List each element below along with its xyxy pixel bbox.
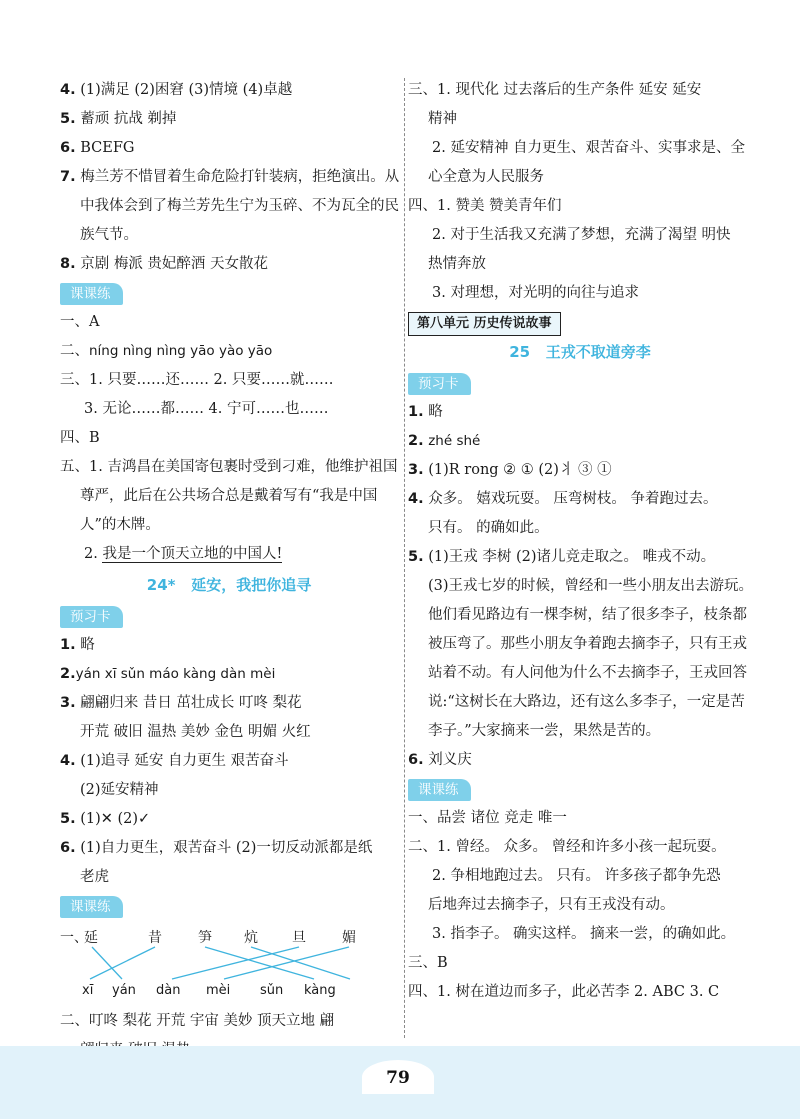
r-preview-5-3e: 说:“这树长在大路边，还有这么多李子，一定是苦 xyxy=(428,694,745,710)
match-top-2: 昔 xyxy=(148,930,162,946)
preview-5: 5. (1)✕ (2)✓ xyxy=(60,811,151,827)
r-preview-4: 4. 众多。 嬉戏玩耍。 压弯树枝。 争着跑过去。 xyxy=(408,491,718,507)
match-bottom-4: mèi xyxy=(206,983,231,998)
practice-tag-2: 课课练 xyxy=(60,896,123,918)
r-practice-2: 二、1. 曾经。 众多。 曾经和许多小孩一起玩耍。 xyxy=(408,839,726,855)
left-column xyxy=(60,76,398,1065)
practice-5: 五、1. 吉鸿昌在美国寄包裹时受到刁难，他维护祖国 xyxy=(60,459,398,475)
preview-3-cont: 开荒 破旧 温热 美妙 金色 明媚 火红 xyxy=(80,724,311,740)
match-bottom-1: xī xyxy=(82,983,94,998)
right-column xyxy=(408,76,752,1007)
match-bottom-6: kàng xyxy=(304,983,336,998)
practice2-2: 二、叮咚 梨花 开荒 宇宙 美妙 顶天立地 翩 xyxy=(60,1013,335,1029)
match-bottom-3: dàn xyxy=(156,983,181,998)
match-top-5: 旦 xyxy=(292,930,306,946)
r-preview-5-3f: 李子。”大家摘来一尝，果然是苦的。 xyxy=(428,723,661,739)
preview-4: 4. (1)追寻 延安 自力更生 艰苦奋斗 xyxy=(60,753,289,769)
matching-label: 一、 xyxy=(60,930,88,946)
r-answer-3: 三、1. 现代化 过去落后的生产条件 延安 延安 xyxy=(408,82,702,98)
answer-4: 4. (1)满足 (2)困窘 (3)情境 (4)卓越 xyxy=(60,82,293,98)
r-preview-5-3d: 站着不动。有人问他为什么不去摘李子，王戎回答 xyxy=(428,665,747,681)
r-preview-5-3b: 他们看见路边有一棵李树，结了很多李子，枝条都 xyxy=(428,607,747,623)
practice-5-cont2: 人”的木牌。 xyxy=(80,517,160,533)
r-practice-4: 四、1. 树在道边而多子，此必苦李 2. ABC 3. C xyxy=(408,984,720,1000)
practice-4: 四、B xyxy=(60,430,100,446)
r-answer-4: 四、1. 赞美 赞美青年们 xyxy=(408,198,562,214)
r-answer-3-2-cont: 心全意为人民服务 xyxy=(428,169,544,185)
lesson-24-title: 24* 延安，我把你追寻 xyxy=(146,576,312,594)
lesson-25-title: 25 王戎不取道旁李 xyxy=(509,343,651,361)
r-answer-4-3: 3. 对理想，对光明的向往与追求 xyxy=(432,285,639,301)
r-answer-3-cont: 精神 xyxy=(428,111,457,127)
preview-6-cont: 老虎 xyxy=(80,869,109,885)
r-answer-4-2: 2. 对于生活我又充满了梦想，充满了渴望 明快 xyxy=(432,227,731,243)
r-preview-5-3c: 被压弯了。那些小朋友争着跑去摘李子，只有王戎 xyxy=(428,636,747,652)
r-preview-3: 3. (1)R rong ② ① (2)丬 ③ ① xyxy=(408,462,612,478)
answer-8: 8. 京剧 梅派 贵妃醉酒 天女散花 xyxy=(60,256,269,272)
preview-1: 1. 略 xyxy=(60,637,95,653)
r-practice-tag: 课课练 xyxy=(408,779,471,801)
r-preview-1: 1. 略 xyxy=(408,404,443,420)
practice-1: 一、A xyxy=(60,314,100,330)
practice-2: 二、níng nìng nìng yāo yào yāo xyxy=(60,343,273,359)
r-preview-5-3: (3)王戎七岁的时候，曾经和一些小朋友出去游玩。 xyxy=(428,578,754,594)
practice-tag: 课课练 xyxy=(60,283,123,305)
r-preview-6: 6. 刘义庆 xyxy=(408,752,472,768)
page-number: 79 xyxy=(362,1060,434,1094)
r-preview-tag: 预习卡 xyxy=(408,373,471,395)
r-preview-5: 5. (1)王戎 李树 (2)诸儿竞走取之。 唯戎不动。 xyxy=(408,549,716,565)
unit-heading: 第八单元 历史传说故事 xyxy=(408,312,561,336)
preview-3: 3. 翩翩归来 昔日 茁壮成长 叮咚 梨花 xyxy=(60,695,302,711)
answer-7-cont: 中我体会到了梅兰芳先生宁为玉碎、不为瓦全的民 xyxy=(80,198,399,214)
r-preview-4-cont: 只有。 的确如此。 xyxy=(428,520,549,536)
answer-7: 7. 梅兰芳不惜冒着生命危险打针装病，拒绝演出。从 xyxy=(60,169,400,185)
preview-2: 2.yán xī sǔn máo kàng dàn mèi xyxy=(60,666,276,682)
column-divider xyxy=(404,78,405,1038)
r-preview-2: 2. zhé shé xyxy=(408,433,481,449)
preview-4-cont: (2)延安精神 xyxy=(80,782,159,798)
match-top-1: 延 xyxy=(84,930,98,946)
answer-5: 5. 蓄顽 抗战 剃掉 xyxy=(60,111,177,127)
practice-3: 三、1. 只要……还…… 2. 只要……就…… xyxy=(60,372,334,388)
r-practice-1: 一、品尝 诸位 竞走 唯一 xyxy=(408,810,567,826)
preview-6: 6. (1)自力更生，艰苦奋斗 (2)一切反动派都是纸 xyxy=(60,840,373,856)
r-answer-3-2: 2. 延安精神 自力更生、艰苦奋斗、实事求是、全 xyxy=(432,140,746,156)
r-practice-2-2-cont: 后地奔过去摘李子，只有王戎没有动。 xyxy=(428,897,675,913)
r-answer-4-2-cont: 热情奔放 xyxy=(428,256,486,272)
r-practice-2-3: 3. 指李子。 确实这样。 摘来一尝，的确如此。 xyxy=(432,926,736,942)
practice-5-cont: 尊严，此后在公共场合总是戴着写有“我是中国 xyxy=(80,488,378,504)
matching-exercise xyxy=(60,921,398,1007)
r-practice-2-2: 2. 争相地跑过去。 只有。 许多孩子都争先恐 xyxy=(432,868,721,884)
preview-tag: 预习卡 xyxy=(60,606,123,628)
practice-3-cont: 3. 无论……都…… 4. 宁可……也…… xyxy=(84,401,329,417)
practice-5-2: 2. 我是一个顶天立地的中国人! xyxy=(84,546,283,562)
match-top-6: 媚 xyxy=(342,930,356,946)
r-practice-3: 三、B xyxy=(408,955,448,971)
match-top-3: 笋 xyxy=(198,930,212,946)
match-bottom-2: yán xyxy=(112,983,136,998)
answer-6: 6. BCEFG xyxy=(60,140,135,156)
answer-7-cont2: 族气节。 xyxy=(80,227,138,243)
match-bottom-5: sǔn xyxy=(260,983,284,998)
match-top-4: 炕 xyxy=(244,930,258,946)
